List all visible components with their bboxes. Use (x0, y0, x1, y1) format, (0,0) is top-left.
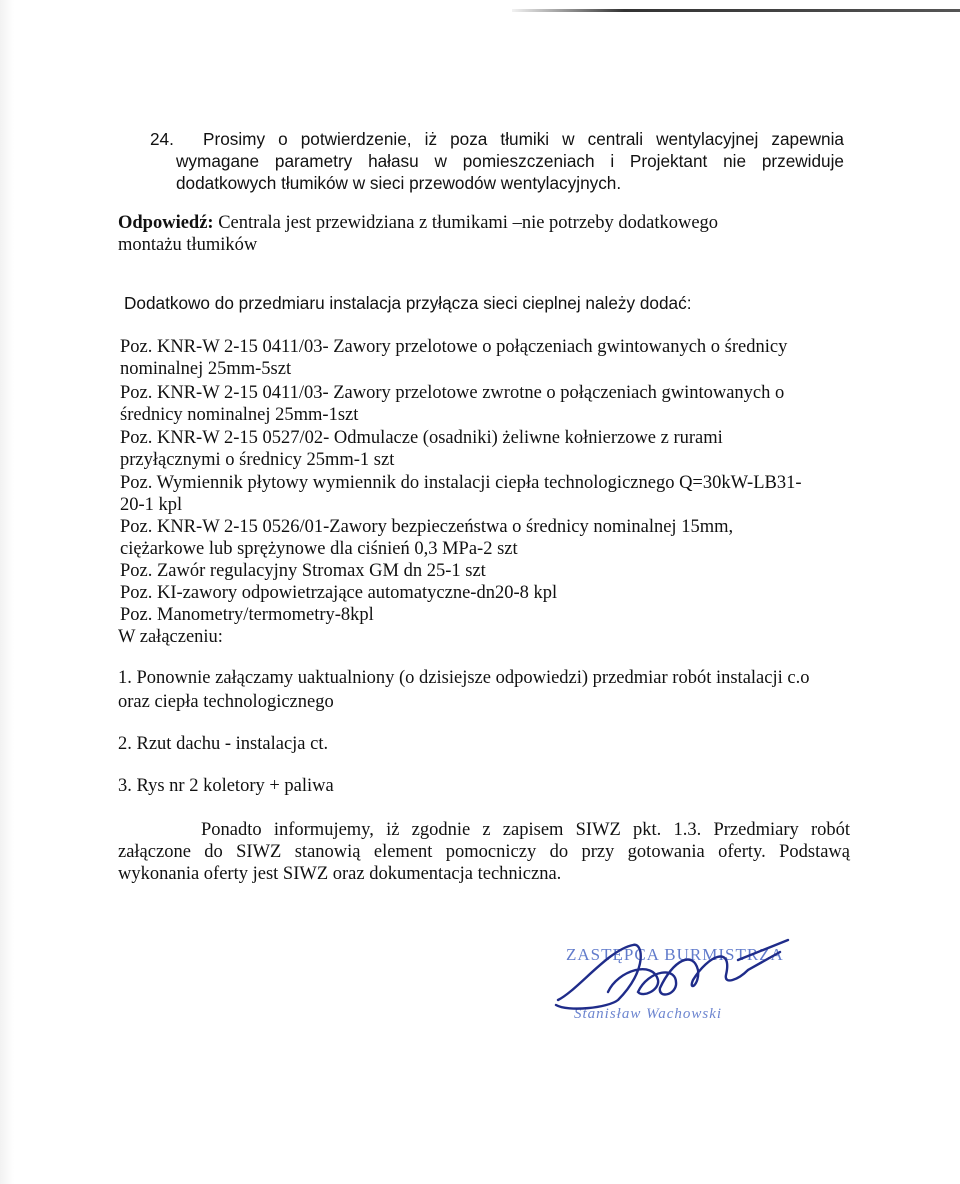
question-line-2: wymagane parametry hałasu w pomieszczeniach i Projektant nie przewiduje (176, 151, 844, 171)
item-line: Poz. KNR-W 2-15 0411/03- Zawory przelotowe zwrotne o połączeniach gwintowanych o (120, 383, 785, 403)
scan-top-rule (512, 9, 960, 12)
answer-line-1 (118, 212, 718, 234)
item-line: nominalnej 25mm-5szt (120, 359, 292, 379)
attachment-1-line-1: 1. Ponownie załączamy uaktualniony (o dzisiejsze odpowiedzi) przedmiar robót instalacji c.o (118, 668, 810, 688)
item-line: Poz. KNR-W 2-15 0526/01-Zawory bezpieczeństwa o średnicy nominalnej 15mm, (120, 517, 734, 537)
scan-edge-shadow (0, 0, 14, 1184)
signature-stamp (548, 930, 798, 1030)
stamp-title: ZASTĘPCA BURMISTRZA (566, 945, 784, 964)
item-line: 20-1 kpl (120, 495, 183, 515)
stamp-name: Stanisław Wachowski (574, 1006, 723, 1022)
attachment-3: 3. Rys nr 2 koletory + paliwa (118, 776, 334, 796)
question-line-1: Prosimy o potwierdzenie, iż poza tłumiki w centrali wentylacyjnej zapewnia (203, 129, 844, 149)
addition-intro: Dodatkowo do przedmiaru instalacja przyłącza sieci cieplnej należy dodać: (124, 293, 692, 313)
closing-line-1: Ponadto informujemy, iż zgodnie z zapisem SIWZ pkt. 1.3. Przedmiary robót (201, 820, 850, 840)
answer-line-2: montażu tłumików (118, 235, 258, 255)
attachment-2: 2. Rzut dachu - instalacja ct. (118, 734, 329, 754)
question-number: 24. (150, 129, 174, 149)
closing-line-2: załączone do SIWZ stanowią element pomocniczy do przy gotowania oferty. Podstawą (118, 842, 850, 862)
attachment-1-line-2: oraz ciepła technologicznego (118, 692, 334, 712)
question-line-3: dodatkowych tłumików w sieci przewodów wentylacyjnych. (176, 173, 622, 193)
attachments-heading: W załączeniu: (118, 627, 223, 647)
item-line: Poz. Zawór regulacyjny Stromax GM dn 25-1 szt (120, 561, 486, 581)
item-line: Poz. Wymiennik płytowy wymiennik do instalacji ciepła technologicznego Q=30kW-LB31- (120, 473, 802, 493)
item-line: Poz. KNR-W 2-15 0411/03- Zawory przelotowe o połączeniach gwintowanych o średnicy (120, 337, 788, 357)
item-line: średnicy nominalnej 25mm-1szt (120, 405, 359, 425)
item-line: Poz. KNR-W 2-15 0527/02- Odmulacze (osadniki) żeliwne kołnierzowe z rurami (120, 428, 723, 448)
item-line: ciężarkowe lub sprężynowe dla ciśnień 0,3 MPa-2 szt (120, 539, 518, 559)
answer-label: Odpowiedź: (118, 213, 214, 233)
closing-line-3: wykonania oferty jest SIWZ oraz dokumentacja techniczna. (118, 864, 562, 884)
item-line: Poz. Manometry/termometry-8kpl (120, 605, 374, 625)
answer-text: Centrala jest przewidziana z tłumikami –nie potrzeby dodatkowego (218, 213, 719, 233)
item-line: przyłącznymi o średnicy 25mm-1 szt (120, 450, 395, 470)
item-line: Poz. KI-zawory odpowietrzające automatyczne-dn20-8 kpl (120, 583, 558, 603)
